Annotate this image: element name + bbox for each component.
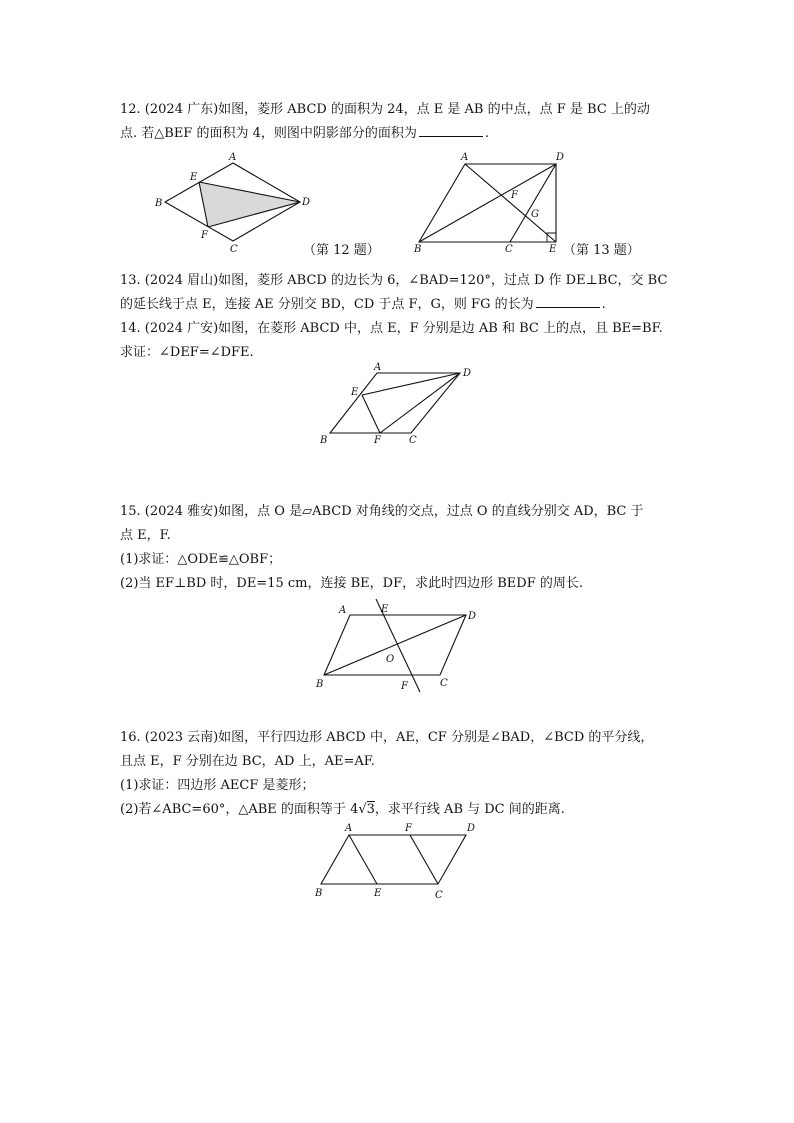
problem-16-part-2-b: ，求平行线 AB 与 DC 间的距离. — [374, 802, 565, 817]
figure-13-label-a: A — [461, 152, 469, 163]
problem-12-line-2-text: 点. 若△BEF 的面积为 4，则图中阴影部分的面积为 — [120, 126, 417, 141]
figure-16-label-c: C — [435, 890, 443, 901]
figure-12-label-d: D — [302, 197, 311, 208]
problem-14-line-2: 求证：∠DEF=∠DFE. — [120, 345, 254, 360]
figure-15-label-d: D — [468, 611, 477, 622]
figure-16-parallelogram-outline — [321, 835, 466, 884]
figure-13-label-d: D — [556, 152, 565, 163]
figure-14-label-d: D — [463, 368, 472, 379]
sqrt-radicand: 3 — [366, 802, 375, 817]
figure-16-segment-ae — [349, 835, 377, 884]
figure-15-label-b: B — [316, 679, 324, 690]
figure-14-label-e: E — [351, 387, 359, 398]
figure-14-label-b: B — [320, 435, 328, 446]
figure-14-label-a: A — [374, 362, 382, 373]
problem-12-line-2-end: . — [484, 126, 490, 141]
figure-16-label-d: D — [467, 823, 476, 834]
problem-14-line-1: 14. (2024 广安)如图，在菱形 ABCD 中，点 E，F 分别是边 AB 和 BC 上的点，且 BE=BF. — [120, 321, 663, 336]
figure-15-label-e: E — [381, 604, 389, 615]
figure-13-label-b: B — [414, 244, 422, 255]
figure-12-label-e: E — [190, 172, 198, 183]
problem-13-line-2-end: . — [601, 297, 606, 312]
figure-15-label-f: F — [401, 681, 408, 692]
figure-12-caption: （第 12 题） — [303, 243, 380, 258]
figure-16-label-a: A — [345, 823, 353, 834]
figure-13-label-g: G — [531, 209, 539, 220]
figure-15-label-o: O — [386, 654, 395, 665]
problem-15-line-1: 15. (2024 雅安)如图，点 O 是▱ABCD 对角线的交点，过点 O 的直线分别交 AD，BC 于 — [120, 504, 644, 519]
figure-16-segment-fc — [410, 835, 438, 884]
figure-12-label-b: B — [155, 198, 163, 209]
figure-16-label-f: F — [405, 823, 412, 834]
figure-12-label-f: F — [201, 230, 208, 241]
problem-15-part-1: (1)求证：△ODE≌△OBF； — [120, 552, 282, 567]
figure-12-label-c: C — [230, 244, 238, 255]
problem-13-line-1: 13. (2024 眉山)如图，菱形 ABCD 的边长为 6，∠BAD=120°，过点 D 作 DE⊥BC，交 BC — [120, 273, 668, 288]
problem-16-line-2: 且点 E，F 分别在边 BC，AD 上，AE=AF. — [120, 754, 375, 769]
figure-13-label-e: E — [549, 244, 557, 255]
problem-16-line-1: 16. (2023 云南)如图，平行四边形 ABCD 中，AE，CF 分别是∠BAD，∠BCD 的平分线， — [120, 730, 654, 745]
figure-14-label-f: F — [374, 435, 381, 446]
figure-13-caption: （第 13 题） — [563, 243, 640, 258]
problem-15-line-2: 点 E，F. — [120, 528, 171, 543]
figure-15-label-a: A — [339, 605, 347, 616]
figure-13-label-f: F — [511, 190, 518, 201]
figure-15-label-c: C — [440, 678, 448, 689]
problem-16-part-1: (1)求证：四边形 AECF 是菱形； — [120, 778, 315, 793]
problem-13-line-2-text: 的延长线于点 E，连接 AE 分别交 BD，CD 于点 F，G，则 FG 的长为 — [120, 297, 534, 312]
figure-16-label-e: E — [374, 888, 382, 899]
figure-16-label-b: B — [315, 888, 323, 899]
problem-15-part-2: (2)当 EF⊥BD 时，DE=15 cm，连接 BE，DF，求此时四边形 BEDF 的周长. — [120, 576, 583, 591]
sqrt-sign: √ — [358, 802, 367, 817]
figure-12-label-a: A — [229, 152, 237, 163]
problem-12-line-1: 12. (2024 广东)如图，菱形 ABCD 的面积为 24，点 E 是 AB 的中点，点 F 是 BC 上的动 — [120, 102, 650, 117]
figure-14-label-c: C — [409, 435, 417, 446]
problem-16-part-2-a: (2)若∠ABC=60°，△ABE 的面积等于 4 — [120, 802, 359, 817]
figure-13-label-c: C — [505, 244, 513, 255]
